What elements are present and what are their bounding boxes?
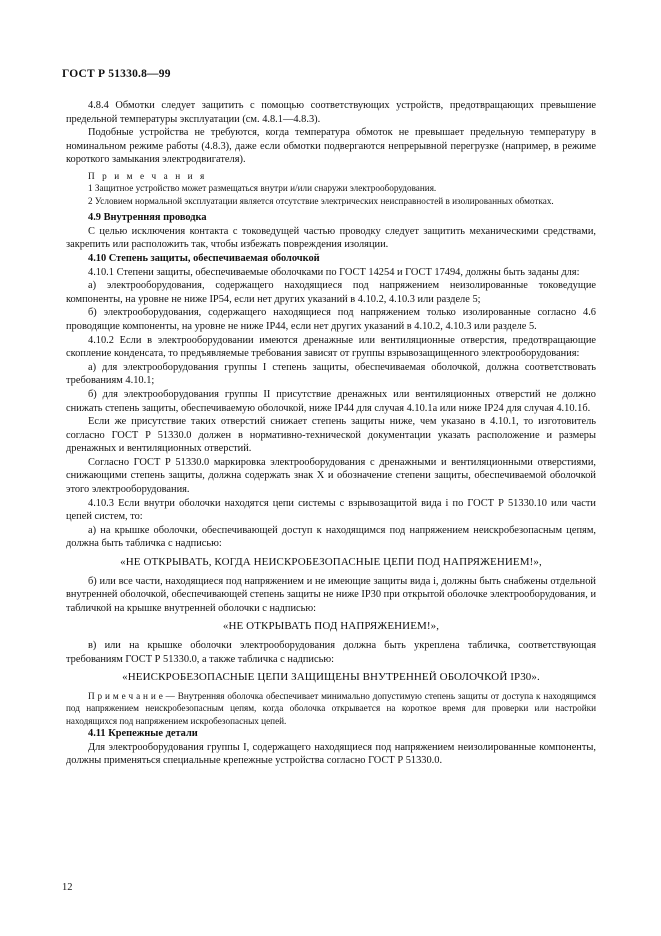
note-item: 2 Условием нормальной эксплуатации является отсутствие электрических неисправностей в изолированных обмотках. xyxy=(88,195,554,206)
list-item: б) электрооборудования, содержащего находящиеся под напряжением только изолированные согласно 4.6 проводящие компоненты, на уровне не ниже IP44, если нет других указаний в 4.10.2, 4.10.3 или разделе 5. xyxy=(66,307,596,332)
notes-heading: П р и м е ч а н и я xyxy=(88,170,207,181)
list-item: а) электрооборудования, содержащего находящиеся под напряжением неизолированные токоведущие компоненты, на уровне не ниже IP54, если нет других указаний в 4.10.2, 4.10.3 или разделе 5; xyxy=(66,280,596,305)
clause-4-10-2: 4.10.2 Если в электрооборудовании имеются дренажные или вентиляционные отверстия, предотвращающие скопление конденсата, то предъявляемые требования зависят от группы взрывозащищенного электрооборудования: xyxy=(66,334,596,360)
warning-label-text: «НЕ ОТКРЫВАТЬ ПОД НАПРЯЖЕНИЕМ!», xyxy=(222,620,440,633)
section-heading-4-10: 4.10 Степень защиты, обеспечиваемая оболочкой xyxy=(88,252,320,264)
document-body xyxy=(66,99,596,768)
list-item: б) или все части, находящиеся под напряжением и не имеющие защиты вида i, должны быть снабжены отдельной внутренней оболочкой, обеспечивающей степень защиты не ниже IP30 при открытой оболочке электрооборудования, и табличкой на крышке внутренней оболочки с надписью: xyxy=(66,575,596,614)
list-item: а) на крышке оболочки, обеспечивающей доступ к находящимся под напряжением неискробезопасным цепям, должна быть табличка с надписью: xyxy=(66,524,596,550)
note-paragraph: П р и м е ч а н и е — Внутренняя оболочка обеспечивает минимально допустимую степень защиты от доступа к находящимся под напряжением неискробезопасным цепям, когда оболочка открывается на короткое время для проверки или настройки находящихся под напряжением искробезопасных цепей. xyxy=(66,690,596,726)
warning-label-text: «НЕ ОТКРЫВАТЬ, КОГДА НЕИСКРОБЕЗОПАСНЫЕ ЦЕПИ ПОД НАПРЯЖЕНИЕМ!», xyxy=(120,556,542,569)
section-heading-4-9: 4.9 Внутренняя проводка xyxy=(88,212,207,224)
section-heading-4-11: 4.11 Крепежные детали xyxy=(88,728,198,739)
body-paragraph: Если же присутствие таких отверстий снижает степень защиты ниже, чем указано в 4.10.1, то изготовитель согласно ГОСТ Р 51330.0 должен в нормативно-технической документации указать расположение и размеры дренажных и вентиляционных отверстий. xyxy=(66,416,596,455)
list-item: а) для электрооборудования группы I степень защиты, обеспечиваемая оболочкой, должна соответствовать требованиям 4.10.1; xyxy=(66,361,596,387)
clause-4-10-3: 4.10.3 Если внутри оболочки находятся цепи системы с взрывозащитой вида i по ГОСТ Р 51330.10 или части цепей систем, то: xyxy=(66,497,596,523)
body-paragraph: Для электрооборудования группы I, содержащего находящиеся под напряжением неизолированные компоненты, должны применяться специальные крепежные устройства согласно ГОСТ Р 51330.0. xyxy=(66,741,596,767)
body-paragraph: Подобные устройства не требуются, когда температура обмоток не превышает предельную температуру в номинальном режиме работы (4.8.3), даже если обмотки подвергаются непрерывной перегрузке (например, в режиме короткого замыкания электродвигателя). xyxy=(66,127,596,166)
warning-label-text: «НЕИСКРОБЕЗОПАСНЫЕ ЦЕПИ ЗАЩИЩЕНЫ ВНУТРЕННЕЙ ОБОЛОЧКОЙ IP30». xyxy=(122,671,540,684)
list-item: в) или на крышке оболочки электрооборудования должна быть укреплена табличка, соответствующая требованиям ГОСТ Р 51330.0, а также табличка с надписью: xyxy=(66,640,596,665)
note-item: 1 Защитное устройство может размещаться внутри и/или снаружи электрооборудования. xyxy=(88,183,437,194)
clause-4-10-1: 4.10.1 Степени защиты, обеспечиваемые оболочками по ГОСТ 14254 и ГОСТ 17494, должны быть заданы для: xyxy=(88,266,580,278)
body-paragraph: Согласно ГОСТ Р 51330.0 маркировка электрооборудования с дренажными и вентиляционными отверстиями, снижающими степень защиты, должна содержать знак X и обозначение степени защиты, обеспечиваемой оболочкой этого электрооборудования. xyxy=(66,456,596,496)
document-header: ГОСТ Р 51330.8—99 xyxy=(62,68,171,80)
list-item: б) для электрооборудования группы II присутствие дренажных или вентиляционных отверстий не должно снижать степень защиты, обеспечиваемую оболочкой, ниже IP44 для случая 4.10.1а или ниже IP24 для случая 4.10.1б. xyxy=(66,388,596,414)
body-paragraph: С целью исключения контакта с токоведущей частью проводку следует защитить механическими средствами, закрепить или расположить так, чтобы избежать повреждения изоляции. xyxy=(66,225,596,251)
page-number: 12 xyxy=(62,882,73,893)
clause-4-8-4: 4.8.4 Обмотки следует защитить с помощью соответствующих устройств, предотвращающих превышение предельной температуры эксплуатации (см. 4.8.1—4.8.3). xyxy=(66,100,596,125)
